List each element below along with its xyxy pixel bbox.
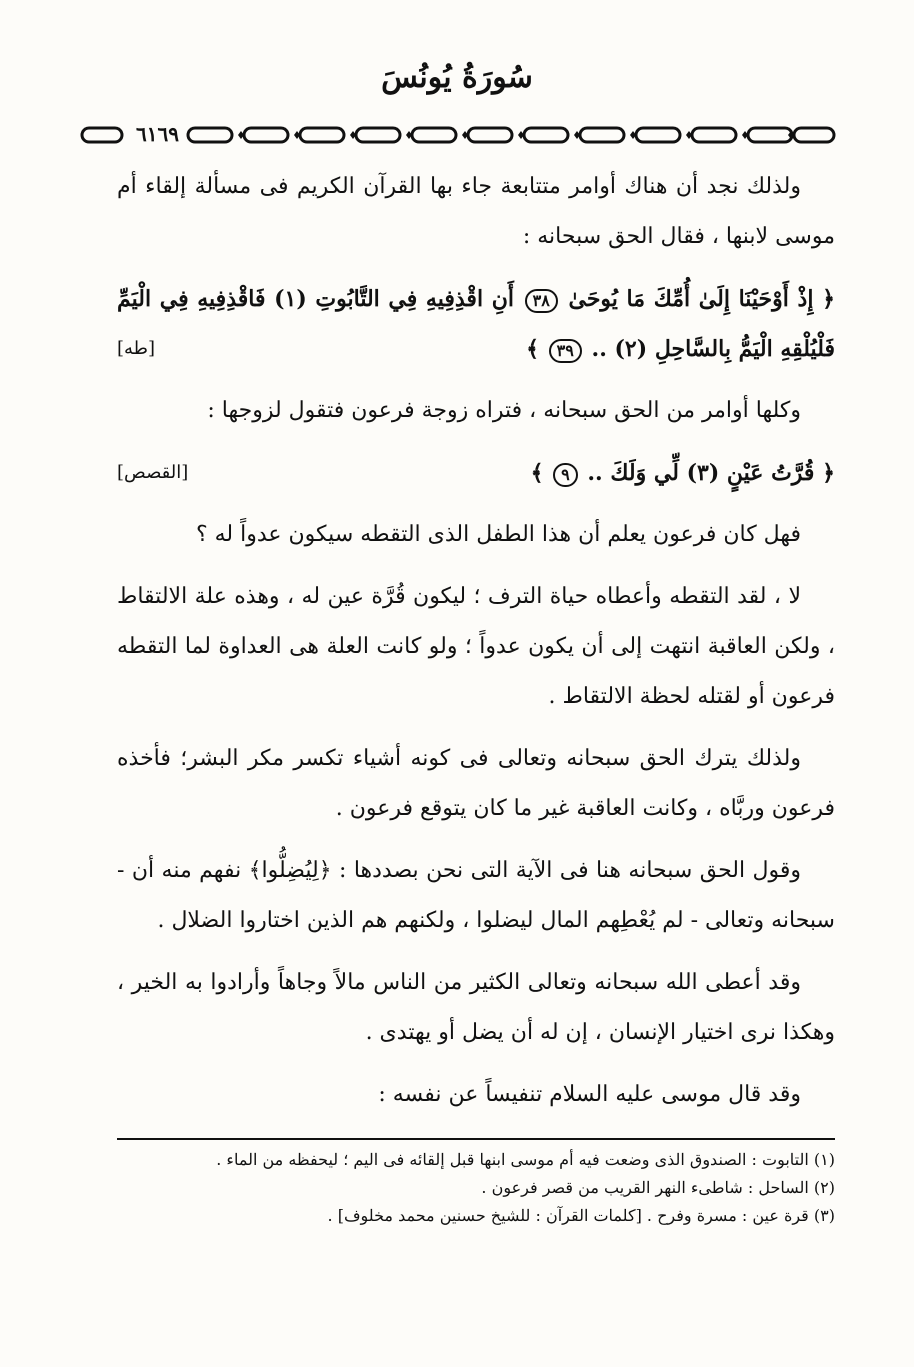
footnotes [117, 1146, 835, 1230]
paragraph-1: ولذلك نجد أن هناك أوامر متتابعة جاء بها القرآن الكريم فى مسألة إلقاء أم موسى لابنها ، فقال الحق سبحانه : [117, 174, 835, 249]
verse-text: ﴿ قُرَّتُ عَيْنٍ (٣) لِّي وَلَكَ .. [587, 460, 835, 486]
footnote-1: (١) التابوت : الصندوق الذى وضعت فيه أم موسى ابنها قبل إلقائه فى اليم ؛ ليحفظه من الماء . [216, 1150, 835, 1169]
paragraph-5: ولذلك يترك الحق سبحانه وتعالى فى كونه أشياء تكسر مكر البشر؛ فأخذه فرعون وربَّاه ، وكانت العاقبة غير ما كان يتوقع فرعون . [117, 746, 835, 821]
page-number: ٦١٦٩ [132, 122, 183, 146]
quran-verse-taha [117, 274, 835, 374]
header-ornament-band [78, 120, 838, 150]
paragraph-8: وقد قال موسى عليه السلام تنفيساً عن نفسه : [378, 1082, 801, 1107]
ayah-number-badge: ٣٨ [525, 289, 558, 313]
ayah-number-badge: ٩ [553, 463, 578, 487]
page-body [117, 162, 835, 1132]
paragraph-6: وقول الحق سبحانه هنا فى الآية التى نحن بصددها : ﴿لِيُضِلُّوا﴾ نفهم منه أن - سبحانه وتعالى - لم يُعْطِهم المال ليضلوا ، ولكنهم هم الذين اختاروا الضلال . [117, 858, 835, 933]
paragraph-2: وكلها أوامر من الحق سبحانه ، فتراه زوجة فرعون فتقول لزوجها : [207, 398, 801, 423]
footnote-2: (٢) الساحل : شاطىء النهر القريب من قصر فرعون . [481, 1178, 835, 1197]
footnote-3: (٣) قرة عين : مسرة وفرح . [كلمات القرآن : للشيخ حسنين محمد مخلوف] . [327, 1206, 835, 1225]
paragraph-4: لا ، لقد التقطه وأعطاه حياة الترف ؛ ليكون قُرَّة عين له ، وهذه علة الالتقاط ، ولكن العاقبة انتهت إلى أن يكون عدواً ؛ ولو كانت العلة هى العداوة لما التقطه فرعون أو لقتله لحظة الالتقاط . [117, 584, 835, 709]
ayah-number-badge: ٣٩ [549, 339, 582, 363]
verse-source: [القصص] [117, 462, 189, 483]
paragraph-7: وقد أعطى الله سبحانه وتعالى الكثير من الناس مالاً وجاهاً وأرادوا به الخير ، وهكذا نرى اختيار الإنسان ، إن له أن يضل أو يهتدى . [117, 970, 835, 1045]
verse-source: [طه] [117, 338, 156, 359]
surah-title: سُورَةُ يُونُسَ [381, 60, 533, 95]
paragraph-3: فهل كان فرعون يعلم أن هذا الطفل الذى التقطه سيكون عدواً له ؟ [195, 522, 801, 547]
verse-bracket: ﴾ [530, 460, 544, 486]
verse-text: أَنِ اقْذِفِيهِ فِي التَّابُوتِ (١) فَاقْذِفِيهِ فِي الْيَمِّ فَلْيُلْقِهِ الْيَمُّ بِالسَّاحِلِ (٢) .. [117, 286, 835, 362]
verse-text: ﴿ إِذْ أَوْحَيْنَا إِلَىٰ أُمِّكَ مَا يُوحَىٰ [568, 286, 835, 312]
footnote-divider [117, 1138, 835, 1140]
verse-bracket: ﴾ [526, 336, 539, 362]
quran-verse-qasas [117, 448, 835, 498]
